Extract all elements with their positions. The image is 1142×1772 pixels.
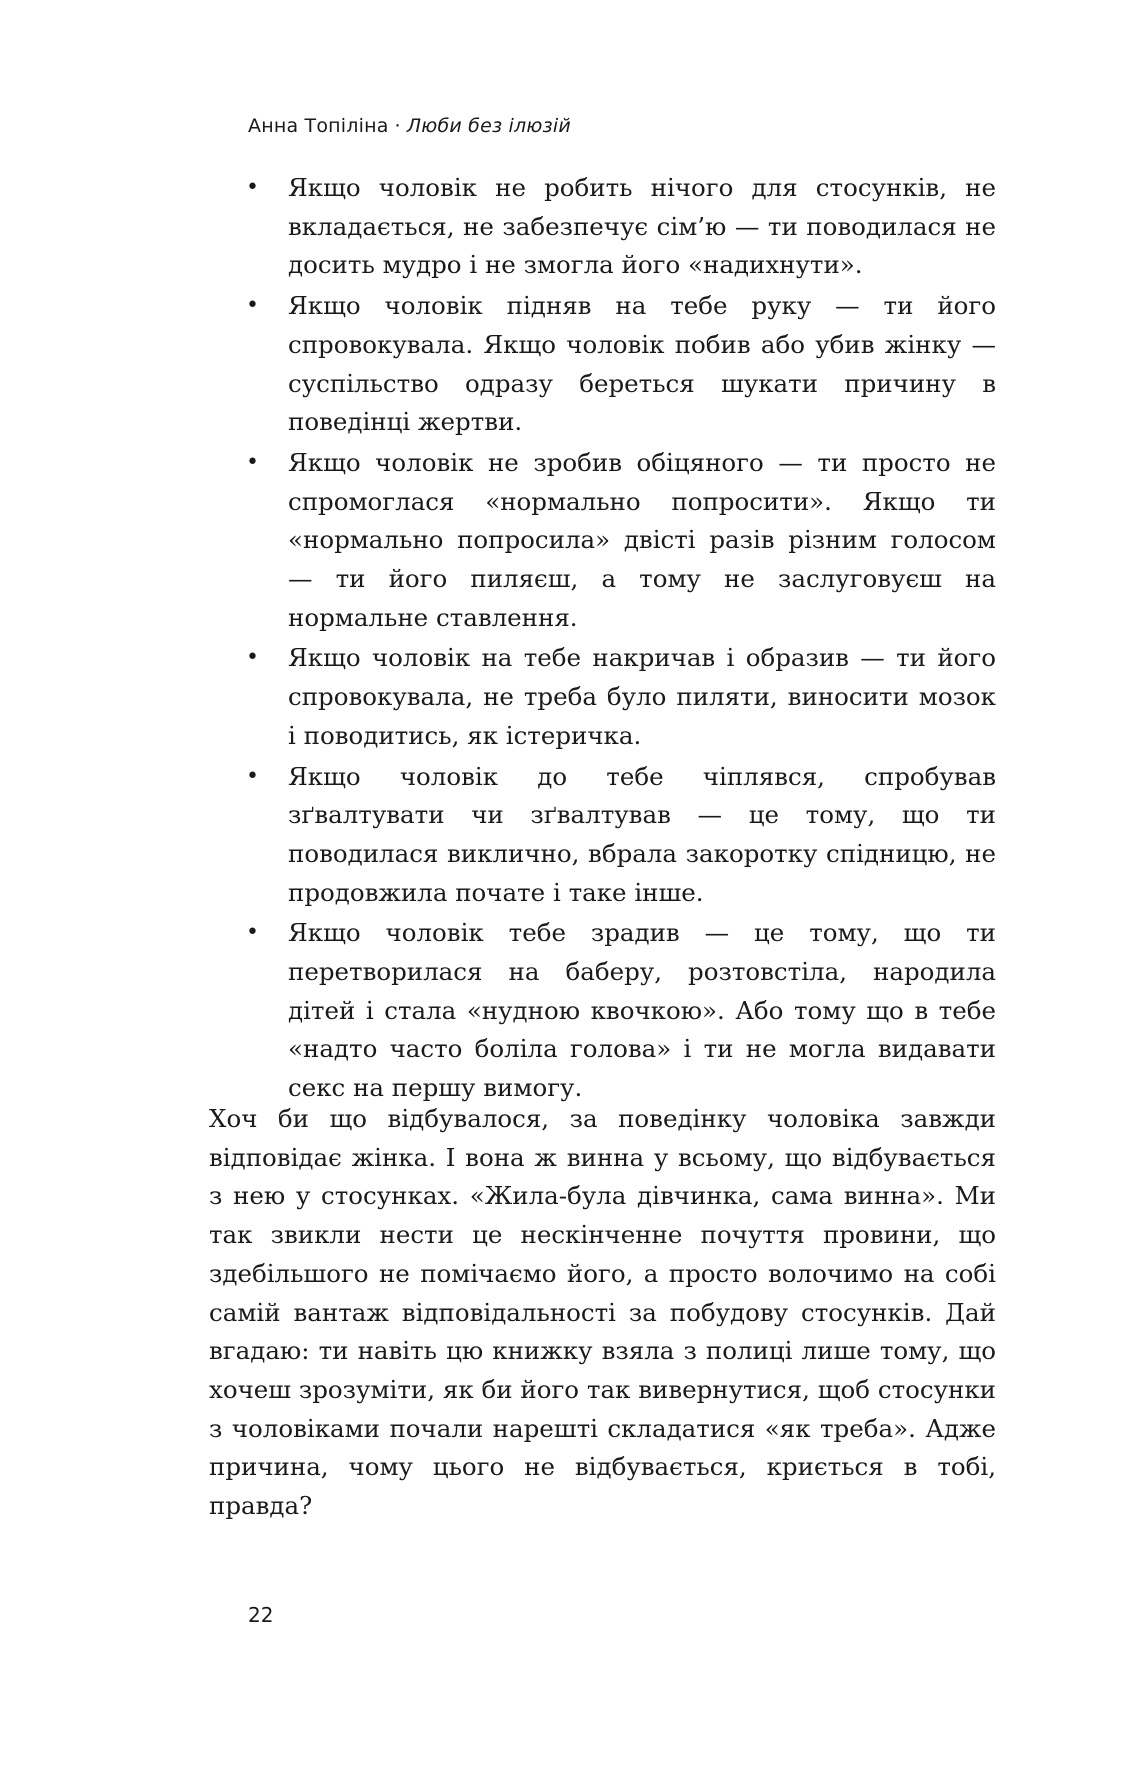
list-item-text: Якщо чоловік підняв на тебе руку — ти його спровокувала. Якщо чоловік побив або убив жінку — суспільство одразу береться шукати причину в поведінці жертви. — [288, 291, 996, 437]
bullet-marker: • — [246, 920, 259, 946]
bullet-marker: • — [246, 175, 259, 200]
list-item-text: Якщо чоловік тебе зрадив — це тому, що ти перетворилася на баберу, розтовстіла, народила дітей і стала «нудною квочкою». Або тому що в тебе «надто часто боліла голова» і ти не могла видавати секс на першу вимогу. — [288, 918, 996, 1103]
list-item — [246, 287, 996, 442]
list-item — [246, 758, 996, 913]
body-paragraph: Хоч би що відбувалося, за поведінку чоловіка завжди відповідає жінка. І вона ж винна у всьому, що відбувається з нею у стосунках. «Жила-була дівчинка, сама винна». Ми так звикли нести це нескінченне почуття провини, що здебільшого не помічаємо його, а просто волочимо на собі самій вантаж відповідальності за побудову стосунків. Дай вгадаю: ти навіть цю книжку взяла з полиці лише тому, що хочеш зрозуміти, як би його так вивернутися, щоб стосунки з чоловіками почали нарешті складатися «як треба». Адже причина, чому цього не відбувається, криється в тобі, правда? — [209, 1104, 996, 1521]
list-item — [246, 444, 996, 638]
list-item-text: Якщо чоловік до тебе чіплявся, спробував зґвалтувати чи зґвалтував — це тому, що ти поводилася виклично, вбрала закоротку спідницю, не продовжила почате і таке інше. — [288, 761, 996, 907]
list-item — [246, 639, 996, 755]
bullet-marker: • — [246, 449, 259, 475]
list-item-text: Якщо чоловік на тебе накричав і образив — ти його спровокувала, не треба було пиляти, виносити мозок і поводитись, як істеричка. — [288, 643, 996, 750]
list-item — [246, 169, 996, 285]
bullet-marker: • — [246, 763, 259, 789]
list-item-text: Якщо чоловік не зробив обіцяного — ти просто не спромоглася «нормально попросити». Якщо ти «нормально попросила» двісті разів різним голосом — ти його пиляєш, а тому не заслуговуєш на нормальне ставлення. — [288, 447, 996, 632]
bullet-marker: • — [246, 645, 259, 671]
bullet-marker: • — [246, 293, 259, 319]
list-item-text: Якщо чоловік не робить нічого для стосунків, не вкладається, не забезпечує сім’ю — ти поводилася не досить мудро і не змогла його «надихнути». — [288, 173, 996, 280]
bullet-list — [246, 169, 996, 1110]
page-number: 22 — [248, 1603, 274, 1627]
author-name: Анна Топіліна — [248, 115, 389, 137]
list-item — [246, 914, 996, 1108]
book-title: Люби без ілюзій — [406, 115, 571, 137]
running-header — [248, 112, 571, 140]
header-separator: · — [394, 115, 401, 137]
